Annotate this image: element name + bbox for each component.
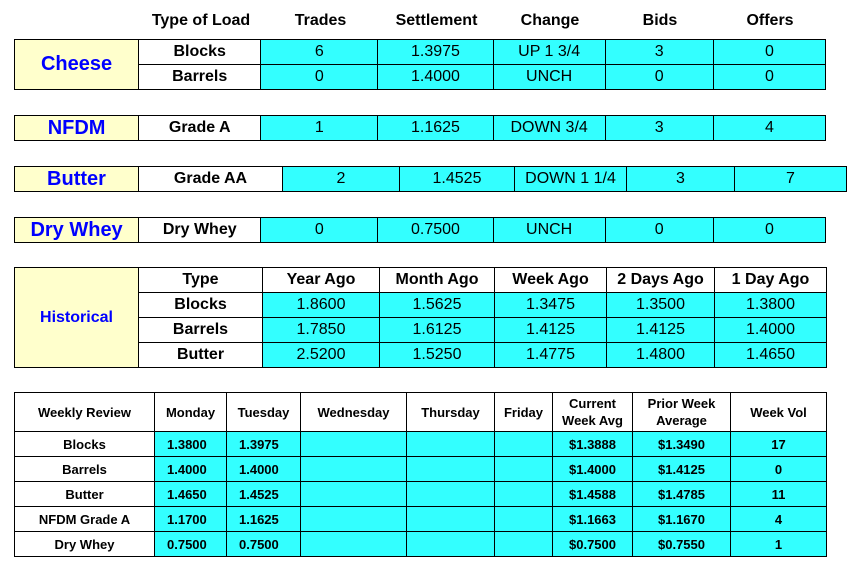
historical-cell: 2.5200 [263, 343, 380, 368]
drywhey-table [14, 217, 826, 243]
weekly-cell [407, 532, 495, 557]
weekly-cell: 0.7500 [155, 532, 227, 557]
header-change: Change [520, 12, 580, 29]
nfdm-change: DOWN 3/4 [493, 116, 605, 141]
historical-cell: 1.4125 [607, 318, 715, 343]
butter-table [14, 166, 847, 192]
weekly-header: Weekly Review [15, 393, 155, 432]
cheese-table [14, 39, 826, 90]
weekly-header: Prior Week Average [633, 393, 731, 432]
nfdm-settlement: 1.1625 [378, 116, 493, 141]
historical-header: Week Ago [495, 268, 607, 293]
weekly-cell [495, 507, 553, 532]
weekly-cell: $1.1663 [553, 507, 633, 532]
nfdm-trades: 1 [261, 116, 378, 141]
historical-cell: 1.3500 [607, 293, 715, 318]
weekly-cell [301, 432, 407, 457]
historical-cell: 1.5625 [380, 293, 495, 318]
cheese-row-type: Blocks [139, 40, 261, 65]
historical-cell: 1.4000 [715, 318, 827, 343]
cheese-row-settlement: 1.4000 [378, 65, 493, 90]
weekly-cell [407, 432, 495, 457]
historical-label: Historical [15, 268, 139, 368]
historical-cell: 1.4125 [495, 318, 607, 343]
butter-change: DOWN 1 1/4 [515, 167, 627, 192]
header-offers: Offers [746, 12, 794, 29]
weekly-cell: $1.3888 [553, 432, 633, 457]
historical-cell: 1.7850 [263, 318, 380, 343]
weekly-cell: $1.4000 [553, 457, 633, 482]
weekly-row-label: Dry Whey [15, 532, 155, 557]
weekly-cell [301, 507, 407, 532]
weekly-cell: $0.7550 [633, 532, 731, 557]
weekly-cell: $1.3490 [633, 432, 731, 457]
weekly-cell: 0 [731, 457, 827, 482]
historical-cell: 1.5250 [380, 343, 495, 368]
weekly-cell: $0.7500 [553, 532, 633, 557]
drywhey-offers: 0 [713, 218, 825, 243]
cheese-row-trades: 6 [261, 40, 378, 65]
historical-cell: 1.4800 [607, 343, 715, 368]
weekly-cell [301, 482, 407, 507]
weekly-cell: $1.4125 [633, 457, 731, 482]
weekly-review-table [14, 392, 827, 557]
weekly-header: Current Week Avg [553, 393, 633, 432]
historical-row-type: Blocks [139, 293, 263, 318]
weekly-header: Week Vol [731, 393, 827, 432]
historical-row-type: Butter [139, 343, 263, 368]
weekly-cell: 1.4000 [227, 457, 301, 482]
cheese-row-bids: 0 [605, 65, 713, 90]
weekly-cell: 1.1625 [227, 507, 301, 532]
cheese-row-offers: 0 [713, 40, 825, 65]
weekly-cell [301, 532, 407, 557]
weekly-cell: $1.4588 [553, 482, 633, 507]
cheese-row-trades: 0 [261, 65, 378, 90]
weekly-cell: 1.4650 [155, 482, 227, 507]
weekly-cell [301, 457, 407, 482]
cheese-row-bids: 3 [605, 40, 713, 65]
weekly-cell: 11 [731, 482, 827, 507]
weekly-row-label: Butter [15, 482, 155, 507]
historical-header: Month Ago [380, 268, 495, 293]
weekly-cell: 1 [731, 532, 827, 557]
weekly-cell: 17 [731, 432, 827, 457]
historical-cell: 1.6125 [380, 318, 495, 343]
header-bids: Bids [642, 12, 678, 29]
nfdm-type: Grade A [139, 116, 261, 141]
historical-cell: 1.4775 [495, 343, 607, 368]
weekly-cell: 1.4525 [227, 482, 301, 507]
weekly-cell [495, 432, 553, 457]
weekly-row-label: NFDM Grade A [15, 507, 155, 532]
weekly-cell: 1.1700 [155, 507, 227, 532]
cheese-row-change: UP 1 3/4 [493, 40, 605, 65]
weekly-cell [407, 457, 495, 482]
drywhey-type: Dry Whey [139, 218, 261, 243]
historical-row-type: Barrels [139, 318, 263, 343]
weekly-cell: 1.3800 [155, 432, 227, 457]
weekly-cell [407, 482, 495, 507]
weekly-cell: 1.3975 [227, 432, 301, 457]
weekly-header: Friday [495, 393, 553, 432]
butter-bids: 3 [627, 167, 735, 192]
historical-header: 1 Day Ago [715, 268, 827, 293]
weekly-header: Tuesday [227, 393, 301, 432]
weekly-cell [407, 507, 495, 532]
cheese-row-type: Barrels [139, 65, 261, 90]
butter-offers: 7 [735, 167, 847, 192]
weekly-header: Monday [155, 393, 227, 432]
weekly-cell [495, 482, 553, 507]
cheese-row-change: UNCH [493, 65, 605, 90]
cheese-row-settlement: 1.3975 [378, 40, 493, 65]
historical-cell: 1.3475 [495, 293, 607, 318]
nfdm-table [14, 115, 826, 141]
drywhey-bids: 0 [605, 218, 713, 243]
weekly-row-label: Blocks [15, 432, 155, 457]
header-trades: Trades [294, 12, 347, 29]
cheese-row-offers: 0 [713, 65, 825, 90]
butter-settlement: 1.4525 [400, 167, 515, 192]
nfdm-offers: 4 [713, 116, 825, 141]
historical-table [14, 267, 827, 368]
weekly-cell: 0.7500 [227, 532, 301, 557]
header-settlement: Settlement [395, 12, 478, 29]
weekly-cell [495, 532, 553, 557]
weekly-header: Wednesday [301, 393, 407, 432]
historical-header: 2 Days Ago [607, 268, 715, 293]
butter-label: Butter [15, 167, 139, 192]
historical-header: Type [139, 268, 263, 293]
nfdm-bids: 3 [605, 116, 713, 141]
drywhey-label: Dry Whey [15, 218, 139, 243]
butter-type: Grade AA [139, 167, 283, 192]
weekly-cell: $1.4785 [633, 482, 731, 507]
weekly-cell: 1.4000 [155, 457, 227, 482]
cheese-label: Cheese [15, 40, 139, 90]
header-type-of-load: Type of Load [151, 12, 251, 29]
drywhey-trades: 0 [261, 218, 378, 243]
historical-cell: 1.8600 [263, 293, 380, 318]
historical-cell: 1.4650 [715, 343, 827, 368]
weekly-cell [495, 457, 553, 482]
weekly-header: Thursday [407, 393, 495, 432]
drywhey-settlement: 0.7500 [378, 218, 493, 243]
drywhey-change: UNCH [493, 218, 605, 243]
weekly-row-label: Barrels [15, 457, 155, 482]
weekly-cell: 4 [731, 507, 827, 532]
weekly-cell: $1.1670 [633, 507, 731, 532]
nfdm-label: NFDM [15, 116, 139, 141]
historical-cell: 1.3800 [715, 293, 827, 318]
historical-header: Year Ago [263, 268, 380, 293]
butter-trades: 2 [283, 167, 400, 192]
